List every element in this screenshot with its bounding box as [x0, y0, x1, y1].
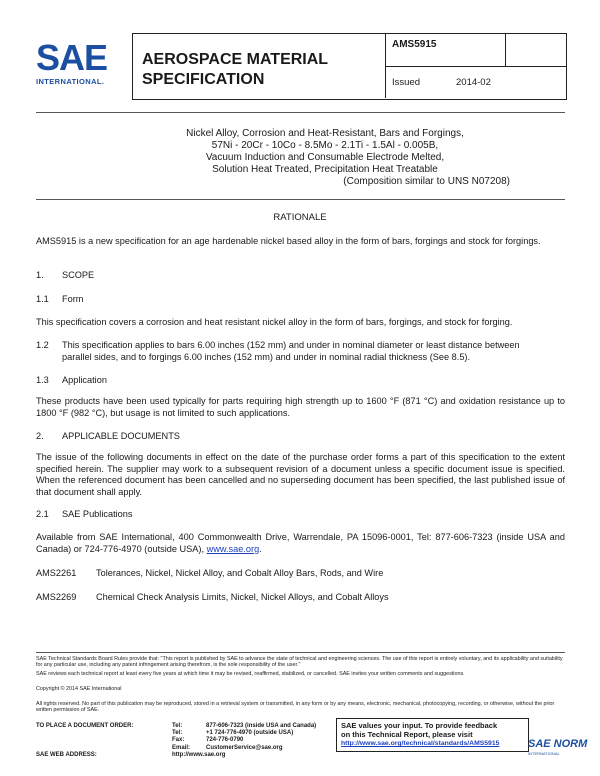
feedback-link[interactable]: http://www.sae.org/technical/standards/AMS5915: [341, 740, 500, 747]
disclaimer-text: SAE Technical Standards Board Rules provide that: "This report is published by SAE to advance the state of technical and engineering sciences. The use of this report is entirely voluntary, and its applicability and suitability for any particular use, including any patent infringement arising therefrom, is the sole responsibility of the user.": [36, 656, 563, 669]
section-2-1-text: Available from SAE International, 400 Commonwealth Drive, Warrendale, PA 15096-0001, Tel: 877-606-7323 (inside USA and Canada) or 724-776-4970 (outside USA), www.sae.org.: [36, 532, 565, 554]
issued-label: Issued: [392, 77, 420, 88]
sae-logo: [36, 37, 122, 90]
order-key: Email:: [172, 744, 191, 751]
section-title: SAE Publications: [62, 509, 133, 519]
order-key: Tel:: [172, 723, 183, 729]
divider: [36, 199, 565, 200]
section-1-2: [36, 340, 565, 350]
subject-line: Solution Heat Treated, Precipitation Heat Treatable: [212, 164, 438, 175]
section-heading-2-1: [36, 509, 132, 519]
divider: [36, 652, 565, 653]
order-value: 724-776-0790: [206, 737, 244, 744]
watermark-subtitle: INTERNATIONAL: [528, 751, 560, 756]
order-row: [36, 723, 316, 730]
reference-title: Chemical Check Analysis Limits, Nickel, Nickel Alloys, and Cobalt Alloys: [96, 592, 389, 602]
rights-text: All rights reserved. No part of this publication may be reproduced, stored in a retrieval system or transmitted, in any form or by any means, electronic, mechanical, photocopying, recording, or otherwise, without the prior written permission of SAE.: [36, 701, 555, 714]
document-subject: [150, 128, 510, 188]
reference-row: [36, 568, 383, 578]
order-key: Fax:: [172, 737, 185, 744]
section-heading-2: [36, 431, 180, 441]
reference-title: Tolerances, Nickel, Nickel Alloy, and Cobalt Alloy Bars, Rods, and Wire: [96, 568, 384, 578]
section-2-1-body: Available from SAE International, 400 Commonwealth Drive, Warrendale, PA 15096-0001, Tel: 877-606-7323 (inside USA and Canada) or 724-776-4970 (outside USA),: [36, 532, 565, 554]
order-key: Tel:: [172, 730, 183, 737]
section-2-text: The issue of the following documents in effect on the date of the purchase order forms a part of this specification to the extent specified herein. The supplier may work to a subsequent revision of a document unless a specific document issue is specified. When the referenced document has been cancelled and no superseding document has been specified, the last published issue of that document shall apply.: [36, 452, 565, 497]
section-heading-1-1: [36, 294, 83, 304]
copyright-text: Copyright © 2014 SAE International: [36, 686, 122, 692]
rationale-text: AMS5915 is a new specification for an age hardenable nickel based alloy in the form of bars, forgings and stock for forgings.: [36, 236, 541, 246]
section-title: Form: [62, 294, 84, 304]
header-divider: [505, 33, 506, 66]
order-row: [36, 730, 316, 737]
section-heading-1: [36, 270, 94, 280]
sae-logo-mark: SAE: [36, 37, 108, 78]
feedback-line: SAE values your input. To provide feedback: [341, 721, 498, 730]
divider: [36, 112, 565, 113]
section-number: 1.2: [36, 340, 49, 350]
subject-line: (Composition similar to UNS N07208): [343, 176, 510, 187]
section-1-1-text: This specification covers a corrosion and heat resistant nickel alloy in the form of bars, forgings, and stock for forging.: [36, 317, 513, 327]
issued-date: 2014-02: [456, 77, 491, 88]
section-title: APPLICABLE DOCUMENTS: [62, 431, 180, 441]
feedback-box: [336, 718, 529, 752]
reference-code: AMS2261: [36, 568, 77, 578]
review-text: SAE reviews each technical report at least every five years at which time it may be revised, reaffirmed, stabilized, or cancelled. SAE invites your written comments and suggestions.: [36, 671, 465, 677]
section-1-2-text: This specification applies to bars 6.00 inches (152 mm) and under in nominal diameter or least distance between: [62, 340, 520, 350]
section-title: SCOPE: [62, 270, 95, 280]
sae-website-link[interactable]: www.sae.org: [206, 543, 260, 554]
web-label: SAE WEB ADDRESS:: [36, 751, 97, 758]
web-row: [36, 752, 316, 759]
order-value: 877-606-7323 (inside USA and Canada): [206, 723, 317, 729]
document-number: AMS5915: [392, 39, 437, 50]
watermark-text: SAE NORM: [528, 738, 588, 750]
section-heading-1-3: [36, 375, 107, 385]
section-number: 2.: [36, 431, 44, 441]
subject-line: Nickel Alloy, Corrosion and Heat-Resistant, Bars and Forgings,: [186, 128, 464, 139]
reference-code: AMS2269: [36, 592, 77, 602]
reference-row: [36, 592, 389, 602]
order-info: [36, 723, 316, 759]
header-divider: [385, 66, 566, 67]
order-row: [36, 737, 316, 744]
sae-logo-subtitle: INTERNATIONAL.: [36, 77, 105, 86]
order-value: +1 724-776-4970 (outside USA): [206, 730, 294, 737]
document-type-title: AEROSPACE MATERIAL SPECIFICATION: [142, 51, 328, 88]
order-value: CustomerService@sae.org: [206, 744, 283, 751]
feedback-line: on this Technical Report, please visit: [341, 730, 473, 739]
section-number: 1.: [36, 270, 44, 280]
section-1-2-continued: parallel sides, and to forgings 6.00 inches (152 mm) and under in nominal radial thickness (See 8.5).: [62, 352, 471, 362]
subject-line: 57Ni - 20Cr - 10Co - 8.5Mo - 2.1Ti - 1.5Al - 0.005B,: [211, 140, 439, 151]
section-number: 1.3: [36, 375, 49, 385]
order-label: TO PLACE A DOCUMENT ORDER:: [36, 723, 134, 729]
section-number: 1.1: [36, 294, 49, 304]
section-1-3-text: These products have been used typically for parts requiring high strength up to 1600 °F (871 °C) and oxidation resistance up to 1800 °F (982 °C), but usage is not limited to such applications.: [36, 396, 565, 418]
section-title: Application: [62, 375, 107, 385]
order-row: [36, 745, 316, 752]
section-number: 2.1: [36, 509, 49, 519]
subject-line: Vacuum Induction and Consumable Electrode Melted,: [205, 152, 445, 163]
rationale-heading: RATIONALE: [273, 212, 327, 223]
web-value[interactable]: http://www.sae.org: [172, 751, 226, 758]
